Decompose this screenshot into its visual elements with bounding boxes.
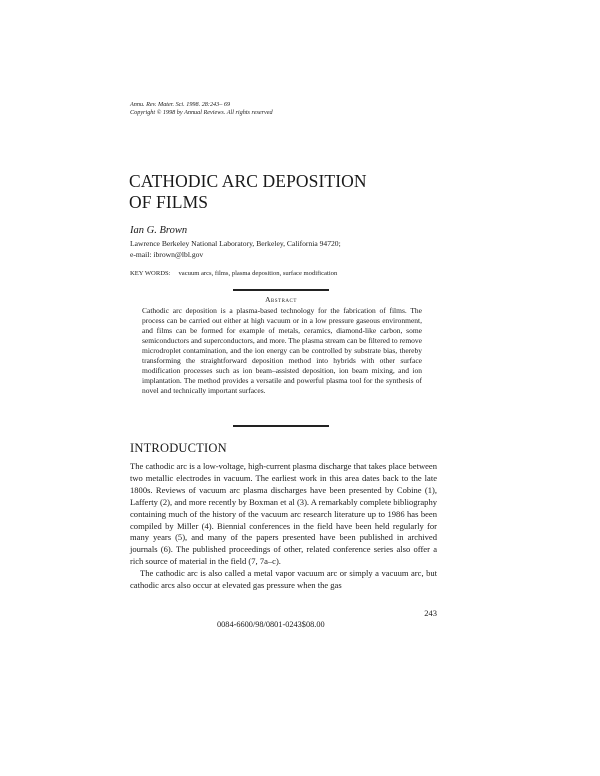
intro-paragraph-1: The cathodic arc is a low-voltage, high-current plasma discharge that takes place between two metallic electrodes in vacuum. The earliest work in this area dates back to the late 1800s. Reviews of vacuum arc plasma discharges have been presented by Cobine (1), Lafferty (2), and more recently by Boxman et al (3). A remarkably complete bibliography containing much of the history of the vacuum arc research literature up to 1986 has been compiled by Miller (4). Biennial conferences in the field have been held regularly for many years (5), and many of the papers presented have been published in archived journals (6). The published proceedings of other, related conference series also offer a rich source of material in the field (7, 7a–c). bbox=[130, 461, 437, 567]
author-name: Ian G. Brown bbox=[130, 225, 188, 236]
title-line-1: CATHODIC ARC DEPOSITION bbox=[129, 171, 367, 191]
author-email: e-mail: ibrown@lbl.gov bbox=[130, 250, 204, 259]
abstract-top-rule bbox=[233, 289, 329, 291]
article-title bbox=[129, 171, 367, 213]
keywords-terms: vacuum arcs, films, plasma deposition, surface modification bbox=[178, 270, 338, 277]
keywords-label: KEY WORDS: bbox=[130, 270, 171, 277]
copyright-notice: Copyright © 1998 by Annual Reviews. All rights reserved bbox=[130, 109, 273, 116]
page-number: 243 bbox=[424, 608, 437, 618]
keywords bbox=[130, 270, 337, 277]
abstract-body: Cathodic arc deposition is a plasma-based technology for the fabrication of films. The process can be carried out either at high vacuum or in a low pressure gaseous environment, and films can be formed for example of metals, ceramics, diamond-like carbon, some semiconductors and superconductors, and more. The plasma stream can be filtered to remove microdroplet contamination, and the ion energy can be controlled by substrate bias, thereby transforming the straightforward deposition method into hybrids with other surface modification processes such as ion beam–assisted deposition, ion beam mixing, and ion implantation. The method provides a versatile and powerful plasma tool for the synthesis of novel and technically important surfaces. bbox=[142, 306, 422, 395]
journal-citation: Annu. Rev. Mater. Sci. 1998. 28:243– 69 bbox=[130, 101, 231, 108]
title-line-2: OF FILMS bbox=[129, 192, 209, 212]
section-heading-introduction: INTRODUCTION bbox=[130, 441, 227, 455]
introduction-body bbox=[130, 461, 437, 592]
author-affiliation: Lawrence Berkeley National Laboratory, Berkeley, California 94720; bbox=[130, 239, 341, 248]
abstract-heading: Abstract bbox=[265, 295, 297, 304]
article-code: 0084-6600/98/0801-0243$08.00 bbox=[217, 620, 325, 629]
abstract-bottom-rule bbox=[233, 425, 329, 427]
intro-paragraph-2: The cathodic arc is also called a metal vapor vacuum arc or simply a vacuum arc, but cathodic arcs also occur at elevated gas pressure when the gas bbox=[130, 568, 437, 591]
